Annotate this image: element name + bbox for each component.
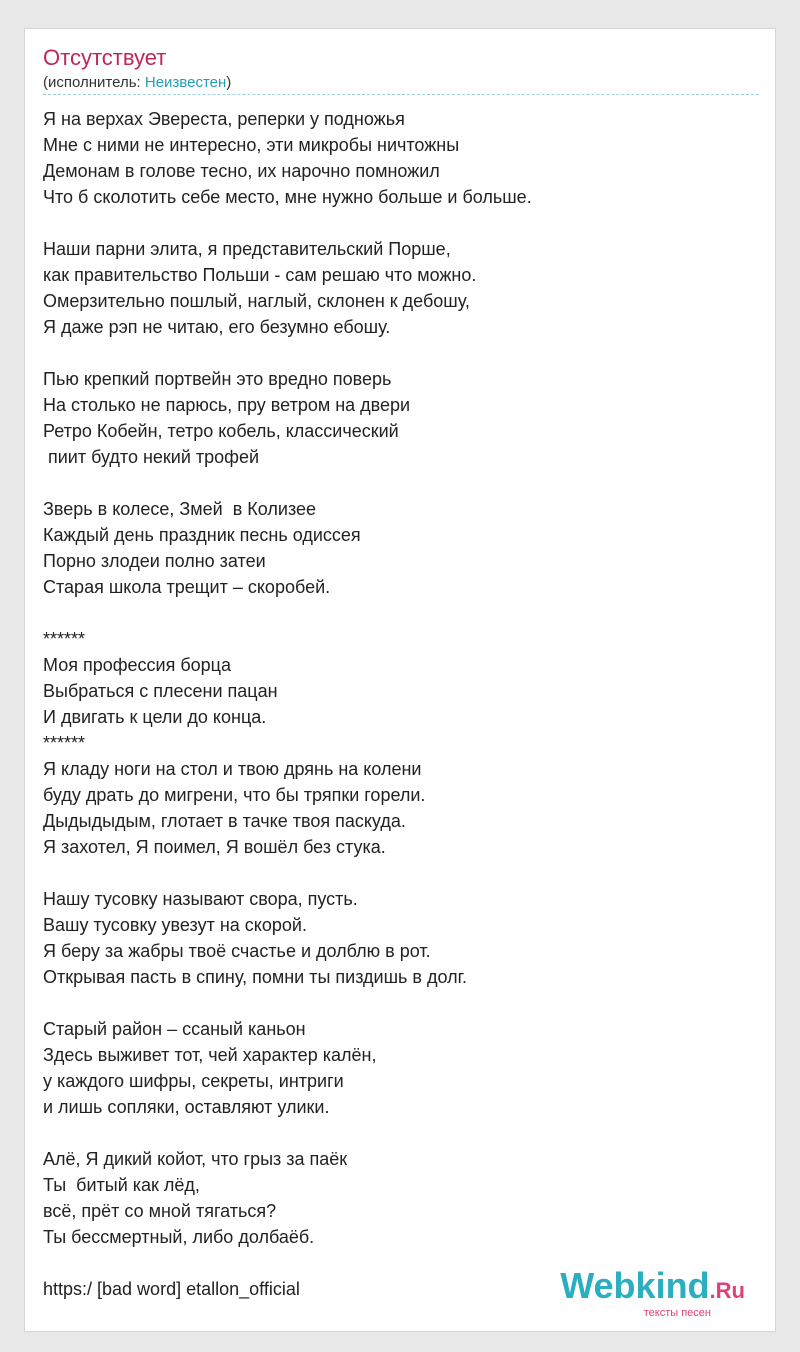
lyric-line: Нашу тусовку называют свора, пусть. (43, 889, 358, 909)
lyric-line: Ты бессмертный, либо долбаёб. (43, 1227, 315, 1247)
lyric-line: пиит будто некий трофей (43, 447, 260, 467)
lyric-line: Выбраться с плесени пацан (43, 681, 278, 701)
lyric-line: Демонам в голове тесно, их нарочно помножил (43, 161, 440, 181)
lyric-line: Я на верхах Эвереста, реперки у подножья (43, 109, 405, 129)
lyrics-card (24, 28, 776, 1332)
lyric-line (43, 340, 763, 366)
lyric-line: Вашу тусовку увезут на скорой. (43, 915, 307, 935)
lyric-line: Я захотел, Я поимел, Я вошёл без стука. (43, 837, 386, 857)
lyric-line: Здесь выживет тот, чей характер калён, (43, 1045, 377, 1065)
lyric-line: всё, прёт со мной тягаться? (43, 1201, 277, 1221)
lyric-line (43, 470, 763, 496)
lyric-line (43, 990, 763, 1016)
artist-link[interactable]: Неизвестен (144, 74, 227, 91)
lyric-line: Я даже рэп не читаю, его безумно ебошу. (43, 317, 391, 337)
lyric-line: Старая школа трещит – скоробей. (43, 577, 331, 597)
lyric-line: Моя профессия борца (43, 655, 231, 675)
lyric-line: И двигать к цели до конца. (43, 707, 267, 727)
lyric-line: Я кладу ноги на стол и твою дрянь на колени (43, 759, 422, 779)
webkind-logo[interactable] (560, 1265, 745, 1319)
lyric-line (43, 600, 763, 626)
logo-name: Webkind (560, 1265, 710, 1306)
lyric-line: Омерзительно пошлый, наглый, склонен к дебошу, (43, 291, 470, 311)
lyrics-text (43, 106, 763, 1302)
lyric-line: Что б сколотить себе место, мне нужно больше и больше. (43, 187, 532, 207)
artist-line (43, 74, 231, 91)
lyric-line: Я беру за жабры твоё счастье и долблю в рот. (43, 941, 431, 961)
lyric-line (43, 210, 763, 236)
lyric-line (43, 1120, 763, 1146)
artist-prefix: (исполнитель: (43, 74, 145, 91)
lyric-line: ****** (43, 733, 86, 753)
lyric-line: Наши парни элита, я представительский Порше, (43, 239, 451, 259)
title-divider (43, 94, 759, 95)
logo-wordmark (560, 1265, 745, 1309)
lyric-line (43, 860, 763, 886)
lyric-line: Старый район – ссаный каньон (43, 1019, 306, 1039)
lyric-line: На столько не парюсь, пру ветром на двери (43, 395, 411, 415)
lyric-line: Дыдыдыдым, глотает в тачке твоя паскуда. (43, 811, 406, 831)
artist-suffix: ) (226, 74, 232, 91)
lyric-line: Зверь в колесе, Змей в Колизее (43, 499, 317, 519)
logo-tagline: тексты песен (643, 1307, 711, 1319)
lyric-line: и лишь сопляки, оставляют улики. (43, 1097, 330, 1117)
lyric-line: как правительство Польши - сам решаю что можно. (43, 265, 477, 285)
song-title: Отсутствует (43, 45, 167, 70)
lyric-line: Открывая пасть в спину, помни ты пиздишь в долг. (43, 967, 467, 987)
lyric-line: Ретро Кобейн, тетро кобель, классический (43, 421, 399, 441)
lyric-line: у каждого шифры, секреты, интриги (43, 1071, 344, 1091)
lyric-line: Пью крепкий портвейн это вредно поверь (43, 369, 392, 389)
lyric-line: Каждый день праздник песнь одиссея (43, 525, 361, 545)
lyric-line: ****** (43, 629, 86, 649)
lyric-line: https:/ [bad word] etallon_official (43, 1279, 300, 1299)
lyric-line: буду драть до мигрени, что бы тряпки горели. (43, 785, 426, 805)
logo-tld: .Ru (709, 1278, 745, 1303)
lyric-line: Ты битый как лёд, (43, 1175, 200, 1195)
lyric-line: Мне с ними не интересно, эти микробы ничтожны (43, 135, 460, 155)
lyric-line: Алё, Я дикий койот, что грыз за паёк (43, 1149, 348, 1169)
lyric-line: Порно злодеи полно затеи (43, 551, 266, 571)
